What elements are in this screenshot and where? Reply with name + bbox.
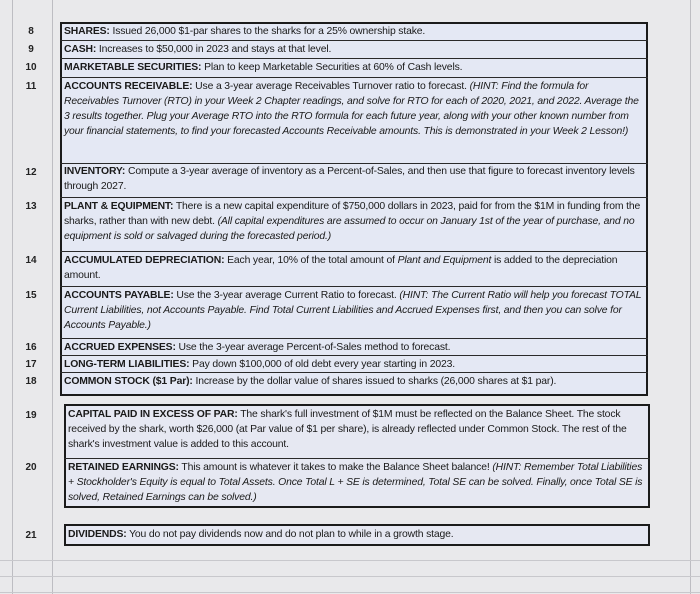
row-number: 18: [25, 376, 37, 387]
row-key: INVENTORY:: [64, 166, 126, 177]
row-number: 14: [25, 255, 37, 266]
row-cell: [64, 164, 644, 194]
row-italic-term: Plant and Equipment: [397, 255, 492, 266]
row-cell: [64, 253, 644, 283]
row-key: COMMON STOCK ($1 Par):: [64, 376, 193, 387]
row-number: 8: [28, 26, 34, 37]
row-number: 11: [25, 81, 37, 92]
row-text: Use the 3-year average Current Ratio to forecast.: [173, 290, 400, 301]
column-gridline: [52, 0, 53, 594]
row-text: Compute a 3-year average of inventory as a Percent-of-Sales, and then use that figure to forecast inventory levels through 2027.: [64, 166, 635, 192]
row-cell: [68, 460, 646, 505]
row-text: Pay down $100,000 of old debt every year starting in 2023.: [189, 359, 455, 370]
row-cell: [68, 407, 646, 452]
row-text: You do not pay dividends now and do not plan to while in a growth stage.: [126, 529, 454, 540]
row-hint: (HINT: Find the formula for Receivables Turnover (RTO) in your Week 2 Chapter readings, and solve for RTO for each of 2020, 2021, and 2022. Average the 3 results together. Plug your Average RTO into the RTO formula for each future year, along with your other known number from your financial statements, to find your forecasted Accounts Receivable amounts. This is demonstrated in your Week 2 Lesson!): [64, 81, 639, 137]
row-cell: [64, 79, 644, 139]
row-cell: [68, 527, 646, 542]
row-cell: [64, 60, 644, 75]
row-divider: [60, 338, 648, 339]
row-number: 19: [25, 410, 37, 421]
row-number: 10: [25, 62, 37, 73]
row-text: Issued 26,000 $1-par shares to the sharks for a 25% ownership stake.: [109, 26, 426, 37]
row-number: 15: [25, 290, 37, 301]
row-divider: [60, 77, 648, 78]
row-number: 16: [25, 342, 37, 353]
row-hint: (HINT: The Current Ratio will help you forecast TOTAL Current Liabilities, not Accounts Payable. Find Total Current Liabilities and Accrued Expenses first, and then you can solve for Accounts Payable.): [64, 290, 642, 331]
row-cell: [64, 374, 644, 389]
row-text: This amount is whatever it takes to make the Balance Sheet balance!: [178, 462, 493, 473]
row-cell: [64, 357, 644, 372]
row-number: 20: [25, 462, 37, 473]
row-divider: [60, 58, 648, 59]
row-key: SHARES:: [64, 26, 110, 37]
row-hint: (HINT: Remember Total Liabilities + Stockholder's Equity is equal to Total Assets. Once Total L + SE is determined, Total SE can be solved. Finally, once Total SE is solved, Retained Earnings can be solved.): [68, 462, 643, 503]
row-text: Increases to $50,000 in 2023 and stays at that level.: [96, 44, 332, 55]
row-text-tail: is added to the depreciation amount.: [64, 255, 618, 281]
row-divider: [60, 40, 648, 41]
row-key: CASH:: [64, 44, 97, 55]
row-text: Use the 3-year average Percent-of-Sales method to forecast.: [175, 342, 451, 353]
column-gridline: [12, 0, 13, 594]
column-gridline: [690, 0, 691, 594]
row-key: PLANT & EQUIPMENT:: [64, 201, 174, 212]
row-key: RETAINED EARNINGS:: [68, 462, 179, 473]
row-key: CAPITAL PAID IN EXCESS OF PAR:: [68, 409, 238, 420]
row-text: Each year, 10% of the total amount of: [224, 255, 398, 266]
row-divider: [64, 458, 650, 459]
row-number: 17: [25, 359, 37, 370]
row-number: 21: [25, 530, 37, 541]
row-text: Increase by the dollar value of shares issued to sharks (26,000 shares at $1 par).: [192, 376, 557, 387]
row-divider: [60, 372, 648, 373]
row-cell: [64, 42, 644, 57]
row-divider: [60, 355, 648, 356]
row-key: ACCRUED EXPENSES:: [64, 342, 176, 353]
row-key: LONG-TERM LIABILITIES:: [64, 359, 190, 370]
row-divider: [60, 197, 648, 198]
row-number: 9: [28, 44, 34, 55]
row-cell: [64, 24, 644, 39]
row-hint: (All capital expenditures are assumed to occur on January 1st of the year of purchase, and no equipment is sold or salvaged during the forecasted period.): [64, 216, 635, 242]
row-number: 13: [25, 201, 37, 212]
row-key: ACCOUNTS RECEIVABLE:: [64, 81, 193, 92]
row-key: ACCOUNTS PAYABLE:: [64, 290, 174, 301]
row-number: 12: [25, 167, 37, 178]
row-key: DIVIDENDS:: [68, 529, 127, 540]
row-cell: [64, 199, 644, 244]
row-key: MARKETABLE SECURITIES:: [64, 62, 202, 73]
row-divider: [60, 286, 648, 287]
row-text: The shark's full investment of $1M must be reflected on the Balance Sheet. The stock received by the shark, worth $26,000 (at Par value of $1 per share), is already reflected under Common Stock. The rest of the shark's investment value is added to this account.: [68, 409, 627, 450]
row-key: ACCUMULATED DEPRECIATION:: [64, 255, 225, 266]
row-text: Plan to keep Marketable Securities at 60% of Cash levels.: [201, 62, 463, 73]
row-cell: [64, 288, 644, 333]
row-text: Use a 3-year average Receivables Turnover ratio to forecast.: [192, 81, 470, 92]
row-divider: [60, 251, 648, 252]
row-cell: [64, 340, 644, 355]
row-text: There is a new capital expenditure of $750,000 dollars in 2023, paid for from the $1M in funding from the sharks, rather than with new debt.: [64, 201, 641, 227]
